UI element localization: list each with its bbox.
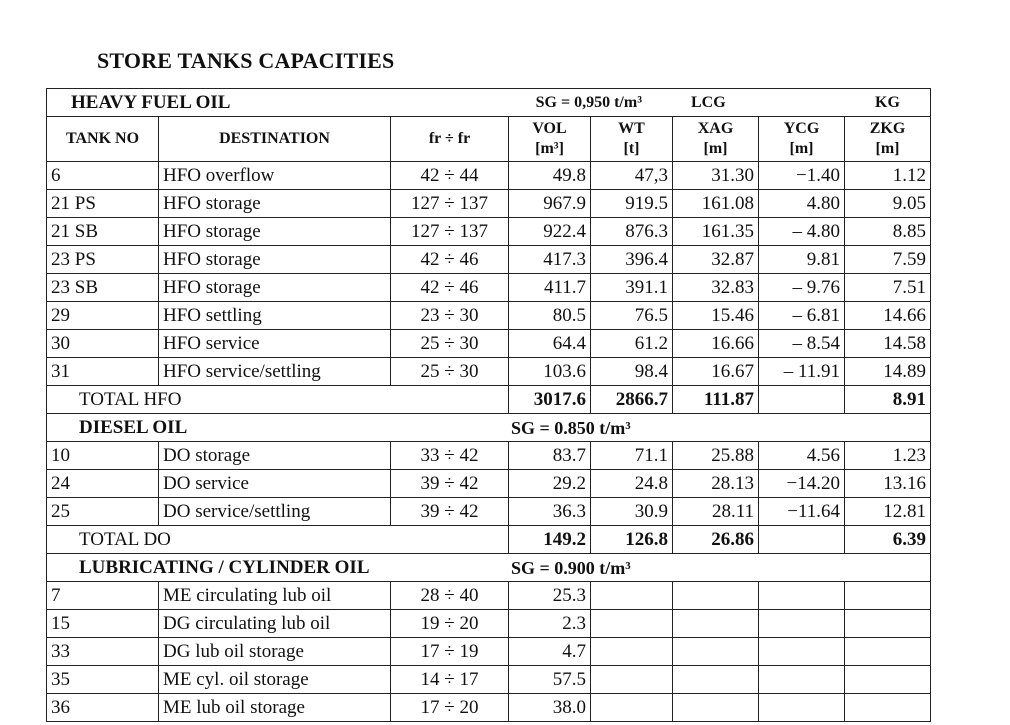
xag-cell <box>673 638 759 666</box>
total-label: TOTAL HFO <box>47 386 509 414</box>
table-row <box>47 246 931 274</box>
ycg-cell: 4.80 <box>759 190 845 218</box>
xag-cell <box>673 666 759 694</box>
tank-no-cell: 31 <box>47 358 159 386</box>
table-row <box>47 582 931 610</box>
destination-cell: DO service <box>159 470 391 498</box>
table-row <box>47 190 931 218</box>
destination-cell: HFO storage <box>159 218 391 246</box>
table-row <box>47 470 931 498</box>
frames-cell: 17 ÷ 20 <box>391 694 509 722</box>
destination-cell: DO service/settling <box>159 498 391 526</box>
tank-no-cell: 23 PS <box>47 246 159 274</box>
xag-cell: 28.11 <box>673 498 759 526</box>
zkg-cell: 12.81 <box>845 498 931 526</box>
destination-cell: HFO storage <box>159 274 391 302</box>
vol-cell: 417.3 <box>509 246 591 274</box>
vol-cell: 29.2 <box>509 470 591 498</box>
ycg-cell <box>759 610 845 638</box>
total-ycg-cell <box>759 386 845 414</box>
tank-no-cell: 24 <box>47 470 159 498</box>
xag-cell: 16.67 <box>673 358 759 386</box>
vol-cell: 4.7 <box>509 638 591 666</box>
xag-cell <box>673 694 759 722</box>
col-vol-unit: [m³] <box>535 140 564 157</box>
tank-no-cell: 36 <box>47 694 159 722</box>
col-ycg-unit: [m] <box>789 140 814 157</box>
frames-cell: 23 ÷ 30 <box>391 302 509 330</box>
vol-cell: 57.5 <box>509 666 591 694</box>
zkg-cell <box>845 638 931 666</box>
total-wt-cell: 126.8 <box>591 526 673 554</box>
frames-cell: 19 ÷ 20 <box>391 610 509 638</box>
zkg-cell <box>845 666 931 694</box>
ycg-cell: – 4.80 <box>759 218 845 246</box>
tank-no-cell: 21 PS <box>47 190 159 218</box>
total-wt-cell: 2866.7 <box>591 386 673 414</box>
vol-cell: 38.0 <box>509 694 591 722</box>
do-total-row <box>47 526 931 554</box>
table-row <box>47 162 931 190</box>
col-vol-label: VOL <box>532 120 567 137</box>
tank-no-cell: 25 <box>47 498 159 526</box>
zkg-cell: 7.59 <box>845 246 931 274</box>
col-wt-label: WT <box>618 120 645 137</box>
tank-no-cell: 6 <box>47 162 159 190</box>
col-frames: fr ÷ fr <box>391 117 509 162</box>
col-destination: DESTINATION <box>159 117 391 162</box>
table-row <box>47 274 931 302</box>
vol-cell: 922.4 <box>509 218 591 246</box>
table-row <box>47 358 931 386</box>
frames-cell: 28 ÷ 40 <box>391 582 509 610</box>
zkg-cell: 9.05 <box>845 190 931 218</box>
ycg-cell <box>759 694 845 722</box>
frames-cell: 42 ÷ 46 <box>391 246 509 274</box>
wt-cell: 76.5 <box>591 302 673 330</box>
wt-cell: 876.3 <box>591 218 673 246</box>
table-row <box>47 302 931 330</box>
vol-cell: 36.3 <box>509 498 591 526</box>
hfo-total-row <box>47 386 931 414</box>
ycg-cell: −14.20 <box>759 470 845 498</box>
destination-cell: DG circulating lub oil <box>159 610 391 638</box>
table-row <box>47 498 931 526</box>
ycg-cell: – 6.81 <box>759 302 845 330</box>
zkg-cell: 14.66 <box>845 302 931 330</box>
frames-cell: 42 ÷ 44 <box>391 162 509 190</box>
lub-sg: SG = 0.900 t/m³ <box>509 554 931 582</box>
tank-no-cell: 15 <box>47 610 159 638</box>
col-zkg-unit: [m] <box>875 140 900 157</box>
destination-cell: HFO service/settling <box>159 358 391 386</box>
table-row <box>47 694 931 722</box>
ycg-cell: 9.81 <box>759 246 845 274</box>
zkg-cell: 1.23 <box>845 442 931 470</box>
destination-cell: ME cyl. oil storage <box>159 666 391 694</box>
frames-cell: 25 ÷ 30 <box>391 358 509 386</box>
table-row <box>47 638 931 666</box>
destination-cell: ME lub oil storage <box>159 694 391 722</box>
wt-cell: 71.1 <box>591 442 673 470</box>
hfo-sg: SG = 0,950 t/m³ <box>509 89 673 117</box>
zkg-cell <box>845 582 931 610</box>
zkg-cell: 8.85 <box>845 218 931 246</box>
col-vol <box>509 117 591 162</box>
tank-no-cell: 21 SB <box>47 218 159 246</box>
destination-cell: HFO overflow <box>159 162 391 190</box>
destination-cell: HFO storage <box>159 246 391 274</box>
do-section-header <box>47 414 931 442</box>
destination-cell: ME circulating lub oil <box>159 582 391 610</box>
wt-cell: 24.8 <box>591 470 673 498</box>
vol-cell: 967.9 <box>509 190 591 218</box>
tank-no-cell: 7 <box>47 582 159 610</box>
zkg-cell: 14.58 <box>845 330 931 358</box>
xag-cell: 161.08 <box>673 190 759 218</box>
ycg-cell: – 8.54 <box>759 330 845 358</box>
vol-cell: 411.7 <box>509 274 591 302</box>
total-vol-cell: 3017.6 <box>509 386 591 414</box>
kg-label: KG <box>845 89 931 117</box>
col-xag <box>673 117 759 162</box>
vol-cell: 2.3 <box>509 610 591 638</box>
total-vol-cell: 149.2 <box>509 526 591 554</box>
tank-no-cell: 23 SB <box>47 274 159 302</box>
wt-cell: 391.1 <box>591 274 673 302</box>
frames-cell: 127 ÷ 137 <box>391 190 509 218</box>
do-section-title: DIESEL OIL <box>47 414 509 442</box>
ycg-cell: – 9.76 <box>759 274 845 302</box>
ycg-cell: −11.64 <box>759 498 845 526</box>
ycg-cell: −1.40 <box>759 162 845 190</box>
total-label: TOTAL DO <box>47 526 509 554</box>
wt-cell <box>591 610 673 638</box>
xag-cell: 32.87 <box>673 246 759 274</box>
total-zkg-cell: 8.91 <box>845 386 931 414</box>
vol-cell: 25.3 <box>509 582 591 610</box>
wt-cell: 47,3 <box>591 162 673 190</box>
vol-cell: 83.7 <box>509 442 591 470</box>
xag-cell <box>673 610 759 638</box>
frames-cell: 33 ÷ 42 <box>391 442 509 470</box>
lub-section-header <box>47 554 931 582</box>
vol-cell: 49.8 <box>509 162 591 190</box>
ycg-cell <box>759 666 845 694</box>
frames-cell: 14 ÷ 17 <box>391 666 509 694</box>
frames-cell: 17 ÷ 19 <box>391 638 509 666</box>
wt-cell: 919.5 <box>591 190 673 218</box>
vol-cell: 103.6 <box>509 358 591 386</box>
do-sg: SG = 0.850 t/m³ <box>509 414 931 442</box>
table-row <box>47 666 931 694</box>
xag-cell: 15.46 <box>673 302 759 330</box>
destination-cell: HFO settling <box>159 302 391 330</box>
xag-cell: 32.83 <box>673 274 759 302</box>
tank-no-cell: 30 <box>47 330 159 358</box>
frames-cell: 25 ÷ 30 <box>391 330 509 358</box>
lcg-label: LCG <box>673 89 845 117</box>
store-tanks-table <box>46 88 931 722</box>
zkg-cell: 1.12 <box>845 162 931 190</box>
frames-cell: 39 ÷ 42 <box>391 470 509 498</box>
total-xag-cell: 111.87 <box>673 386 759 414</box>
total-zkg-cell: 6.39 <box>845 526 931 554</box>
xag-cell: 28.13 <box>673 470 759 498</box>
table-row <box>47 330 931 358</box>
wt-cell <box>591 638 673 666</box>
total-xag-cell: 26.86 <box>673 526 759 554</box>
zkg-cell: 7.51 <box>845 274 931 302</box>
xag-cell: 31.30 <box>673 162 759 190</box>
vol-cell: 64.4 <box>509 330 591 358</box>
xag-cell: 16.66 <box>673 330 759 358</box>
frames-cell: 39 ÷ 42 <box>391 498 509 526</box>
col-wt <box>591 117 673 162</box>
col-ycg-label: YCG <box>783 120 820 137</box>
hfo-section-title: HEAVY FUEL OIL <box>47 89 509 117</box>
col-zkg <box>845 117 931 162</box>
lub-section-title: LUBRICATING / CYLINDER OIL <box>47 554 509 582</box>
total-ycg-cell <box>759 526 845 554</box>
frames-cell: 42 ÷ 46 <box>391 274 509 302</box>
xag-cell: 25.88 <box>673 442 759 470</box>
tank-no-cell: 10 <box>47 442 159 470</box>
vol-cell: 80.5 <box>509 302 591 330</box>
zkg-cell <box>845 694 931 722</box>
ycg-cell <box>759 582 845 610</box>
column-header-row <box>47 117 931 162</box>
ycg-cell: – 11.91 <box>759 358 845 386</box>
zkg-cell <box>845 610 931 638</box>
tank-no-cell: 29 <box>47 302 159 330</box>
table-row <box>47 442 931 470</box>
tank-no-cell: 33 <box>47 638 159 666</box>
col-ycg <box>759 117 845 162</box>
wt-cell: 98.4 <box>591 358 673 386</box>
wt-cell <box>591 666 673 694</box>
destination-cell: DG lub oil storage <box>159 638 391 666</box>
col-tank-no: TANK NO <box>47 117 159 162</box>
table-row <box>47 218 931 246</box>
col-zkg-label: ZKG <box>869 120 906 137</box>
wt-cell: 396.4 <box>591 246 673 274</box>
zkg-cell: 14.89 <box>845 358 931 386</box>
hfo-section-header <box>47 89 931 117</box>
wt-cell <box>591 694 673 722</box>
col-xag-label: XAG <box>697 120 734 137</box>
col-wt-unit: [t] <box>623 140 640 157</box>
frames-cell: 127 ÷ 137 <box>391 218 509 246</box>
xag-cell: 161.35 <box>673 218 759 246</box>
destination-cell: HFO storage <box>159 190 391 218</box>
zkg-cell: 13.16 <box>845 470 931 498</box>
destination-cell: DO storage <box>159 442 391 470</box>
wt-cell: 30.9 <box>591 498 673 526</box>
ycg-cell <box>759 638 845 666</box>
table-row <box>47 610 931 638</box>
tank-no-cell: 35 <box>47 666 159 694</box>
destination-cell: HFO service <box>159 330 391 358</box>
ycg-cell: 4.56 <box>759 442 845 470</box>
col-xag-unit: [m] <box>703 140 728 157</box>
wt-cell: 61.2 <box>591 330 673 358</box>
xag-cell <box>673 582 759 610</box>
wt-cell <box>591 582 673 610</box>
page-title: STORE TANKS CAPACITIES <box>97 48 395 73</box>
